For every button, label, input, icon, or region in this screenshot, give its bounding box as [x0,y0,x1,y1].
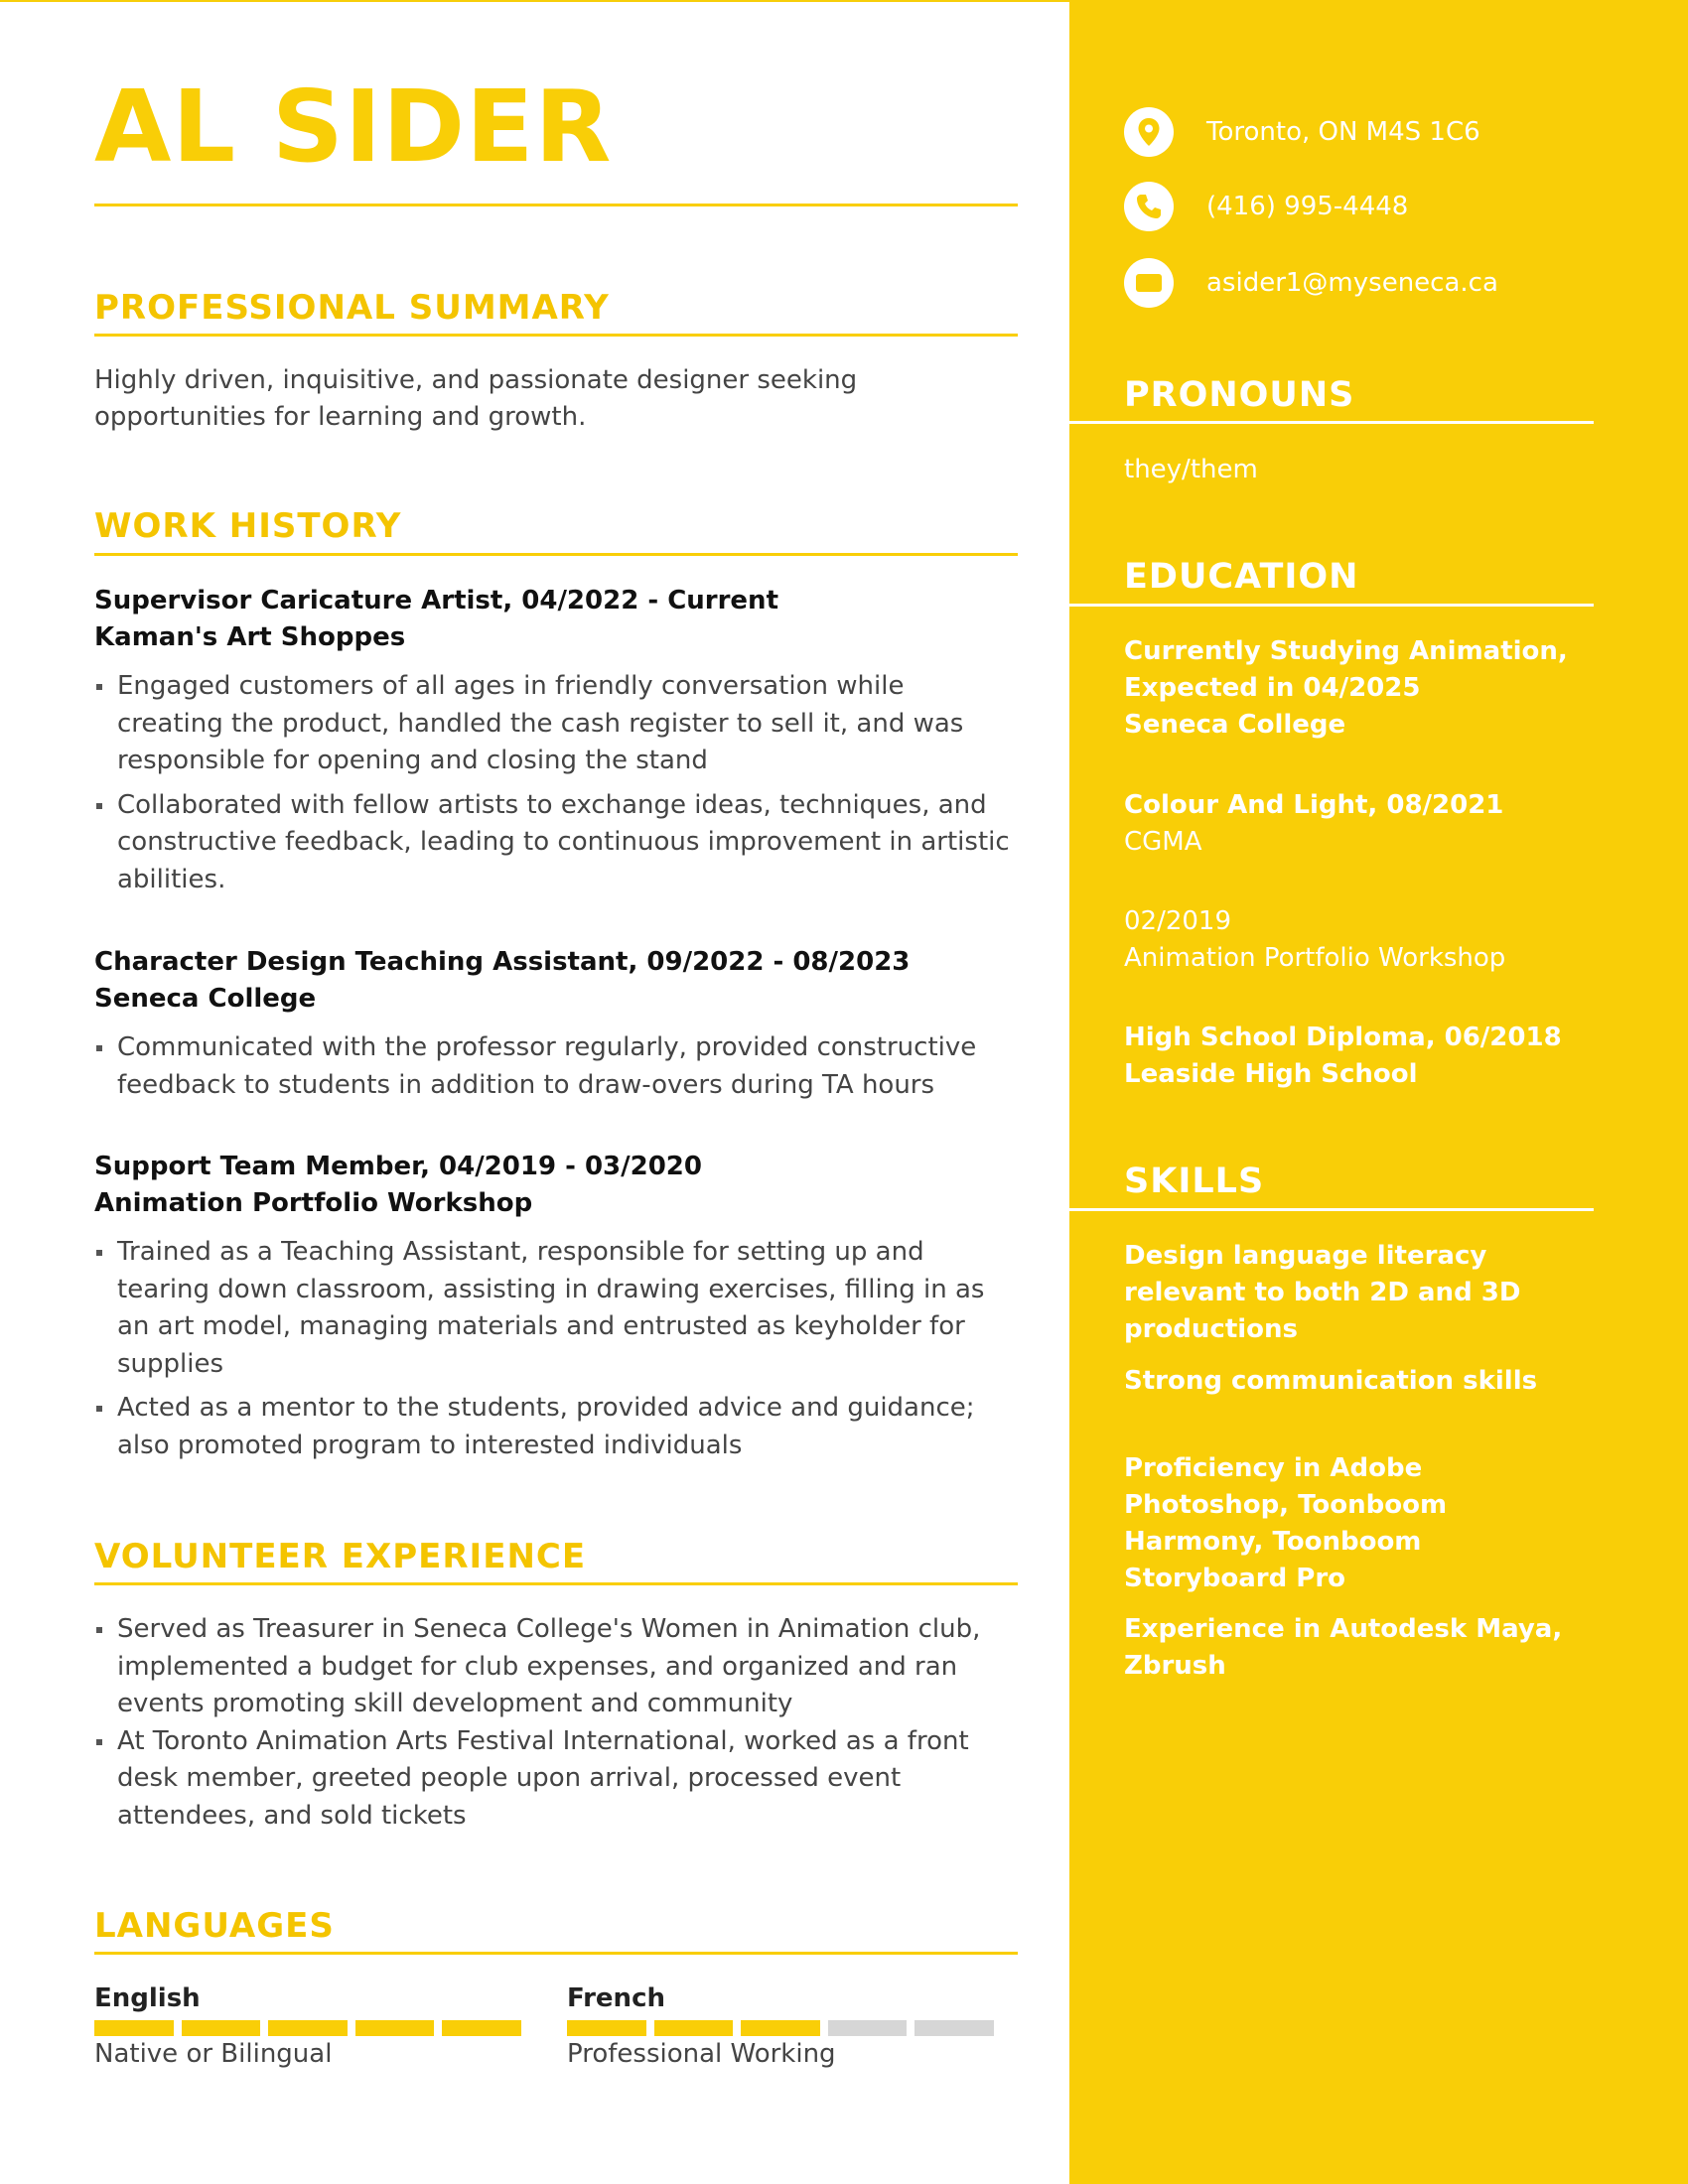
job-bullet: Engaged customers of all ages in friendly conversation while creating the product, handled the cash register to sell it, and was responsible for opening and closing the stand [94,668,1018,780]
language-level: Native or Bilingual [94,2039,333,2069]
job-company: Kaman's Art Shoppes [94,622,406,652]
language-name: French [567,1983,665,2013]
education-heading: EDUCATION [1124,557,1359,597]
pronouns-divider [1069,421,1594,424]
language-rating-bar [94,2020,521,2036]
education-line: Leaside High School [1124,1059,1418,1089]
rating-segment [182,2020,261,2036]
rating-segment [442,2020,521,2036]
education-line: High School Diploma, 06/2018 [1124,1023,1562,1052]
language-name: English [94,1983,201,2013]
rating-segment [914,2020,994,2036]
education-line: Currently Studying Animation, [1124,636,1568,666]
language-rating-bar [567,2020,994,2036]
volunteer-divider [94,1582,1018,1585]
job-bullet: Trained as a Teaching Assistant, responsible for setting up and tearing down classroom, assisting in drawing exercises, filling in as an art model, managing materials and entrusted as keyholder for supplies [94,1234,1018,1383]
education-entry [1124,903,1591,977]
job-bullet: Acted as a mentor to the students, provided advice and guidance; also promoted program to interested individuals [94,1390,1018,1464]
summary-heading: PROFESSIONAL SUMMARY [94,288,610,328]
job-role: Support Team Member [94,1152,421,1181]
languages-divider [94,1952,1018,1955]
job-title-line [94,583,1018,619]
job-bullets [94,1029,1018,1104]
skills-heading: SKILLS [1124,1161,1265,1201]
work-history-heading: WORK HISTORY [94,506,402,546]
rating-segment [94,2020,174,2036]
education-line: Expected in 04/2025 [1124,673,1421,703]
job-entry [94,583,1018,905]
language-french [567,1980,994,2070]
skill-item: Design language literacy relevant to both 2D and 3D productions [1124,1241,1521,1344]
skill-item: Strong communication skills [1124,1366,1538,1396]
language-english [94,1980,521,2070]
volunteer-bullet: At Toronto Animation Arts Festival International, worked as a front desk member, greeted people upon arrival, processed event attendees, and sold tickets [94,1723,1018,1836]
email-icon [1124,258,1174,308]
job-title-line [94,944,1018,981]
education-entry [1124,633,1591,744]
education-divider [1069,604,1594,607]
rating-segment [741,2020,820,2036]
candidate-name: AL SIDER [94,68,613,185]
summary-divider [94,334,1018,337]
job-bullets [94,1234,1018,1464]
pronouns-value: they/them [1124,455,1258,484]
email-link[interactable]: asider1@myseneca.ca [1206,268,1498,298]
job-role: Character Design Teaching Assistant [94,947,629,977]
rating-segment [567,2020,646,2036]
rating-segment [828,2020,908,2036]
summary-text: Highly driven, inquisitive, and passionate designer seeking opportunities for learning and growth. [94,365,858,432]
location-pin-icon [1124,107,1174,157]
job-entry [94,944,1018,1111]
education-line: Seneca College [1124,710,1346,740]
job-entry [94,1149,1018,1471]
pronouns-heading: PRONOUNS [1124,375,1355,415]
contact-phone [1124,182,1408,231]
address-text: Toronto, ON M4S 1C6 [1206,117,1480,147]
phone-icon [1124,182,1174,231]
education-line: Animation Portfolio Workshop [1124,943,1506,973]
skill-item: Proficiency in Adobe Photoshop, Toonboom Harmony, Toonboom Storyboard Pro [1124,1453,1448,1593]
contact-email [1124,258,1498,308]
job-role: Supervisor Caricature Artist [94,586,503,615]
job-company: Seneca College [94,984,317,1014]
education-line: Colour And Light, 08/2021 [1124,790,1504,820]
rating-segment [355,2020,435,2036]
education-line: CGMA [1124,827,1202,857]
job-bullets [94,668,1018,898]
education-line: 02/2019 [1124,906,1232,936]
skill-item: Experience in Autodesk Maya, Zbrush [1124,1614,1563,1681]
phone-text[interactable]: (416) 995-4448 [1206,192,1409,221]
language-level: Professional Working [567,2039,836,2069]
job-bullet: Communicated with the professor regularly, provided constructive feedback to students in addition to draw-overs during TA hours [94,1029,1018,1104]
work-history-divider [94,553,1018,556]
skills-divider [1069,1208,1594,1211]
job-title-line [94,1149,1018,1185]
job-dates: , 04/2019 - 03/2020 [420,1152,702,1181]
job-dates: , 04/2022 - Current [502,586,778,615]
education-entry [1124,787,1591,861]
job-bullet: Collaborated with fellow artists to exchange ideas, techniques, and constructive feedback, leading to continuous improvement in artistic abilities. [94,787,1018,899]
volunteer-heading: VOLUNTEER EXPERIENCE [94,1537,587,1576]
job-company: Animation Portfolio Workshop [94,1188,533,1218]
contact-address [1124,107,1480,157]
languages-heading: LANGUAGES [94,1906,335,1946]
rating-segment [268,2020,348,2036]
job-dates: , 09/2022 - 08/2023 [628,947,911,977]
volunteer-bullet: Served as Treasurer in Seneca College's Women in Animation club, implemented a budget for club expenses, and organized and ran events promoting skill development and community [94,1611,1018,1723]
volunteer-bullets [94,1611,1018,1842]
rating-segment [654,2020,734,2036]
name-divider [94,204,1018,206]
education-entry [1124,1020,1591,1093]
